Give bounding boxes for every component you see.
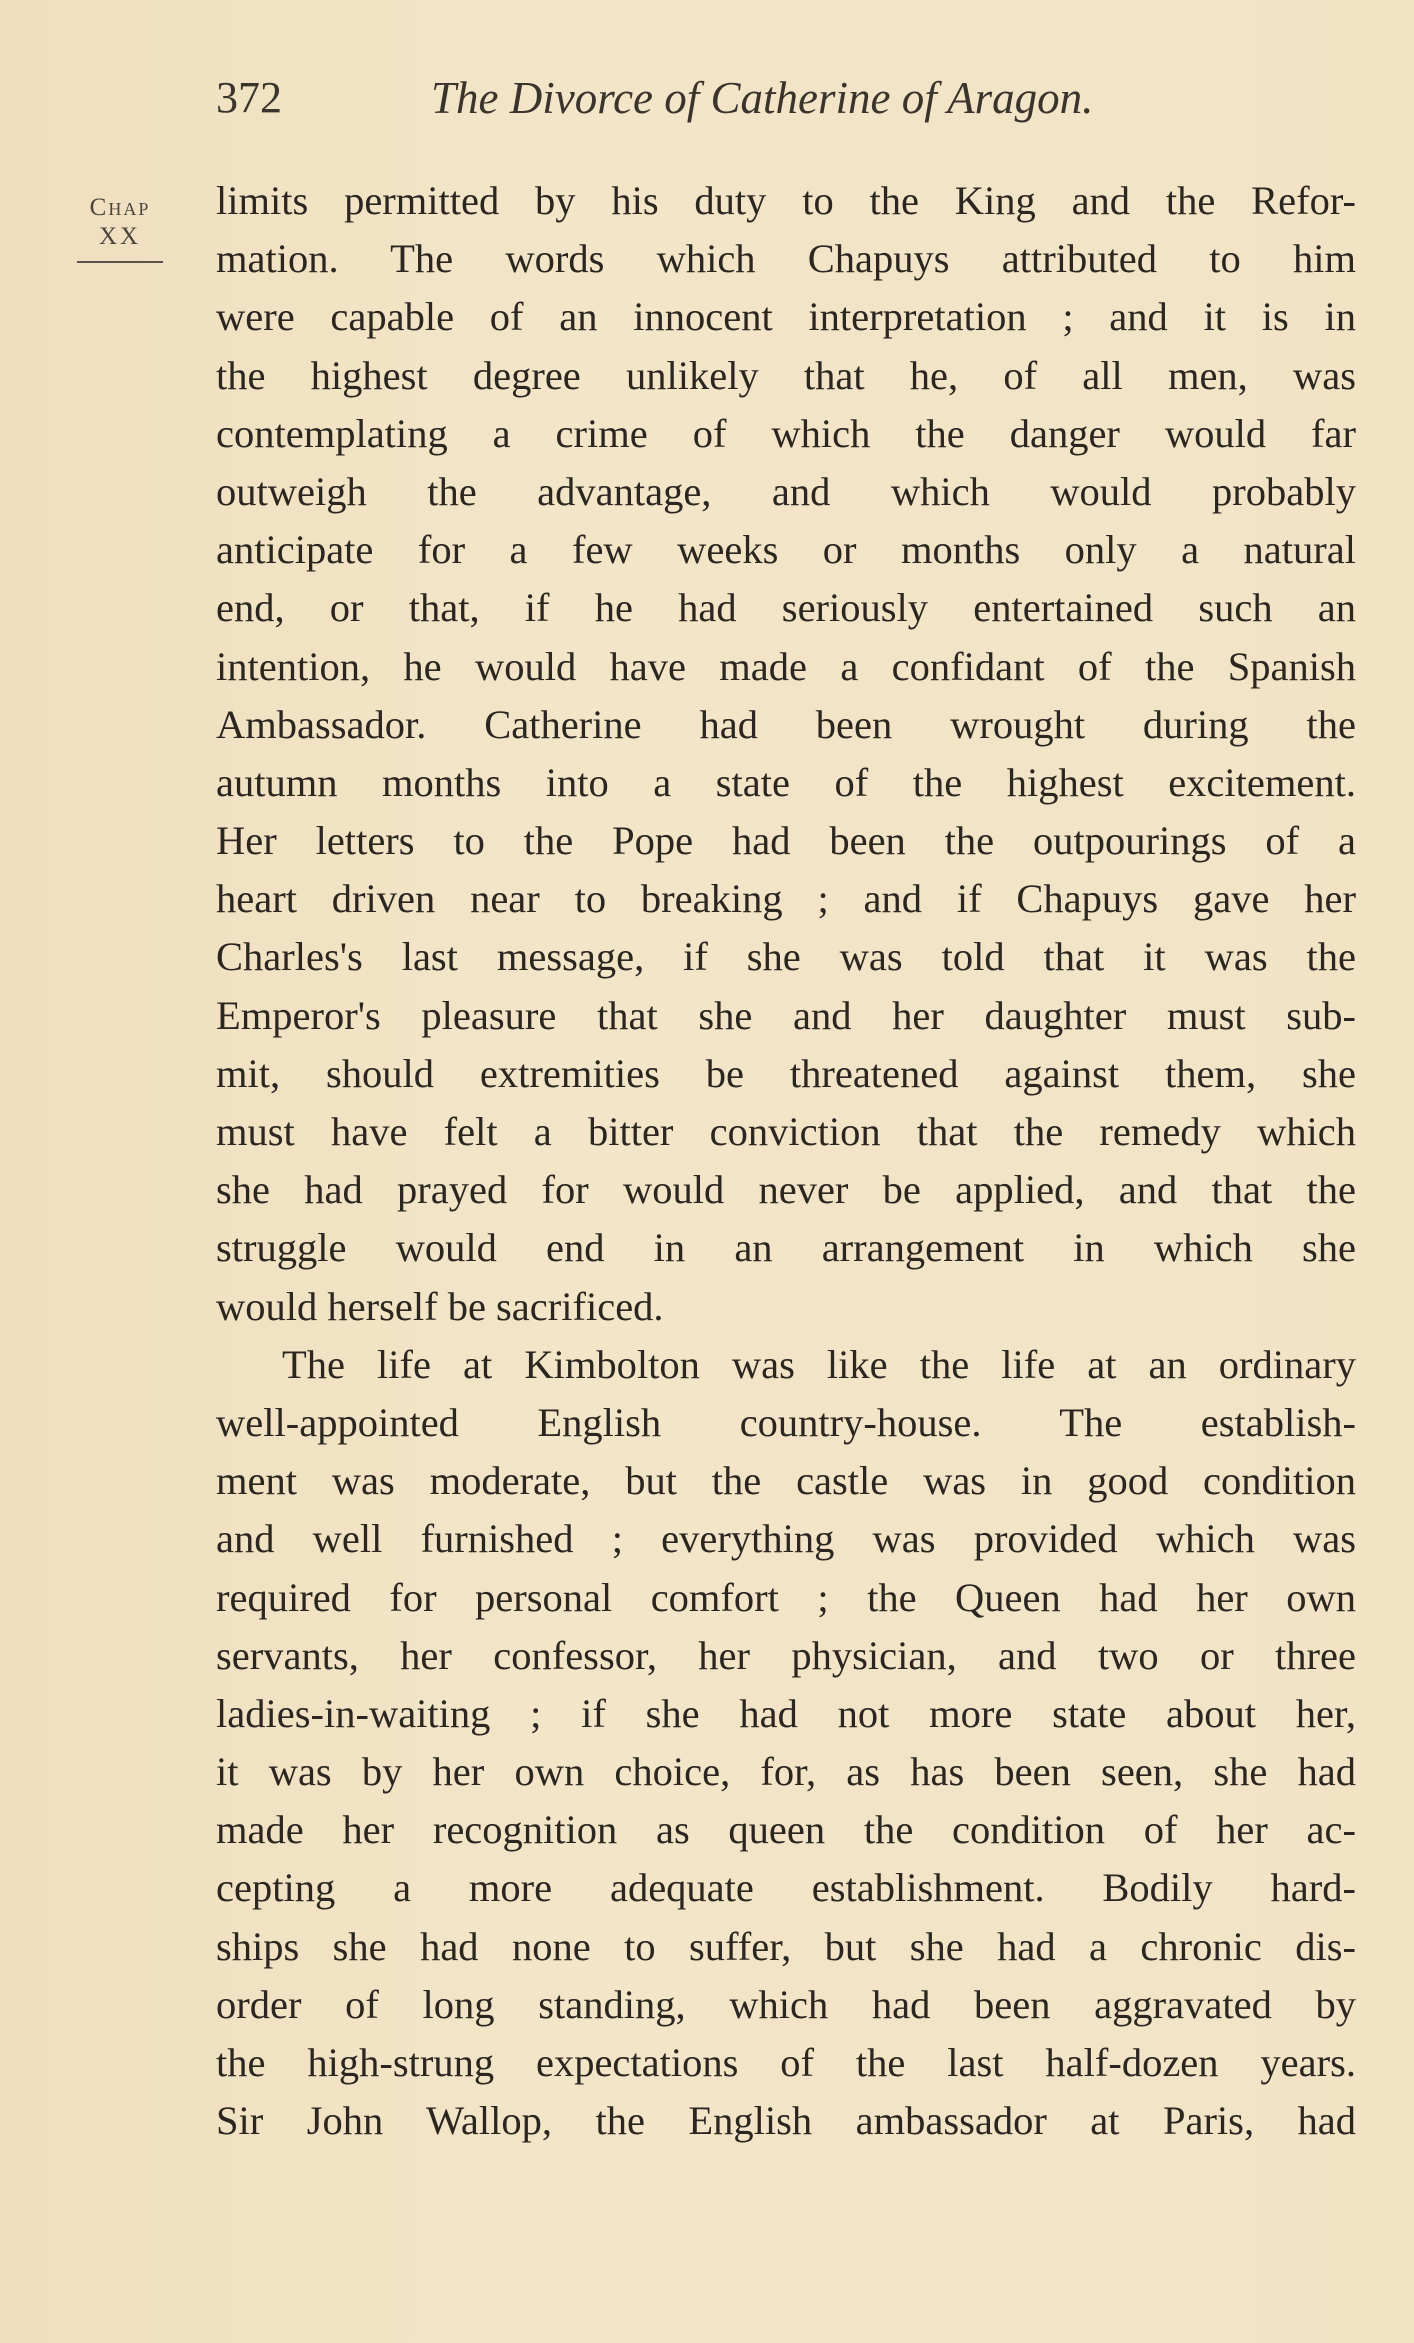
text-line: order of long standing, which had been aggravated by [216, 1981, 1356, 2027]
text-line: were capable of an innocent interpretation ; and it is in [216, 294, 1356, 340]
text-line: Emperor's pleasure that she and her daughter must sub- [216, 992, 1356, 1038]
text-line: ships she had none to suffer, but she had a chronic dis- [216, 1923, 1356, 1969]
text-line: Sir John Wallop, the English ambassador at Paris, had [216, 2098, 1356, 2144]
text-line: Charles's last message, if she was told that it was the [216, 934, 1356, 980]
text-line: ladies-in-waiting ; if she had not more state about her, [216, 1690, 1356, 1736]
text-line: required for personal comfort ; the Queen had her own [216, 1574, 1356, 1620]
text-line: cepting a more adequate establishment. Bodily hard- [216, 1865, 1356, 1911]
text-line: made her recognition as queen the condition of her ac- [216, 1807, 1356, 1853]
text-line: the highest degree unlikely that he, of all men, was [216, 352, 1356, 398]
text-line: limits permitted by his duty to the King and the Refor- [216, 178, 1356, 223]
text-line: Her letters to the Pope had been the outpourings of a [216, 818, 1356, 864]
text-line: The life at Kimbolton was like the life at an ordinary [282, 1341, 1356, 1387]
text-line: end, or that, if he had seriously entertained such an [216, 585, 1356, 631]
paragraph-1 [216, 172, 1356, 1336]
text-line: well-appointed English country-house. The establish- [216, 1399, 1356, 1445]
running-title: The Divorce of Catherine of Aragon. [431, 73, 1094, 123]
text-line: mit, should extremities be threatened against them, she [216, 1050, 1356, 1096]
text-line: heart driven near to breaking ; and if Chapuys gave her [216, 876, 1356, 922]
text-line: she had prayed for would never be applied, and that the [216, 1167, 1356, 1213]
text-line: intention, he would have made a confidant of the Spanish [216, 643, 1356, 689]
text-line: it was by her own choice, for, as has been seen, she had [216, 1749, 1356, 1795]
text-line: servants, her confessor, her physician, and two or three [216, 1632, 1356, 1678]
text-line: mation. The words which Chapuys attributed to him [216, 236, 1356, 282]
text-line: outweigh the advantage, and which would probably [216, 468, 1356, 514]
body-text [216, 172, 1356, 2150]
text-line: autumn months into a state of the highest excitement. [216, 759, 1356, 805]
paragraph-2 [216, 1336, 1356, 2151]
text-line: must have felt a bitter conviction that the remedy which [216, 1109, 1356, 1154]
chapter-margin-note [70, 193, 170, 263]
chapter-label: Chap [89, 194, 151, 221]
chapter-rule [77, 261, 163, 263]
text-line: ment was moderate, but the castle was in good condition [216, 1458, 1356, 1504]
text-line: Ambassador. Catherine had been wrought during the [216, 701, 1356, 747]
text-line: contemplating a crime of which the danger would far [216, 410, 1356, 456]
text-line: anticipate for a few weeks or months only a natural [216, 527, 1356, 573]
page-number: 372 [216, 73, 282, 122]
text-line: would herself be sacrificed. [216, 1283, 664, 1329]
text-line: and well furnished ; everything was provided which was [216, 1516, 1356, 1562]
page-header [216, 72, 1366, 132]
text-line: struggle would end in an arrangement in which she [216, 1225, 1356, 1271]
chapter-number: XX [98, 223, 142, 250]
text-line: the high-strung expectations of the last half-dozen years. [216, 2040, 1356, 2085]
